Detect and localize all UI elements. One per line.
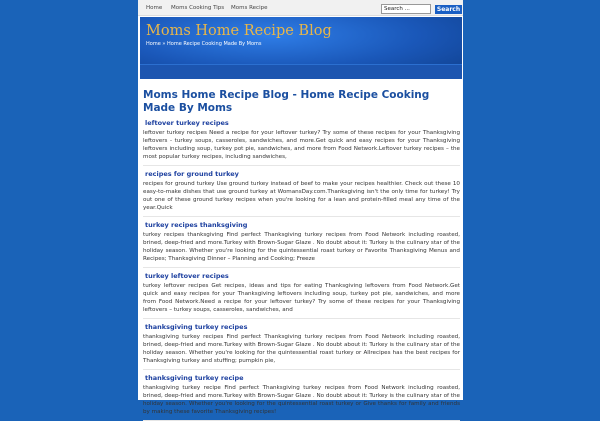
post	[143, 374, 460, 421]
search-button[interactable]: Search	[436, 6, 461, 13]
site-title[interactable]: Moms Home Recipe Blog	[146, 23, 332, 39]
post-excerpt: turkey leftover recipes Get recipes, ideas and tips for eating Thanksgiving leftovers from Food Network.Get quick and easy recipes for your Thanksgiving leftovers including soup, turkey pot pie, sandwiches, and more from Food Network.Need a recipe for your leftover turkey? Try some of these recipes for your Thanksgiving leftovers – turkey soups, casseroles, sandwiches, and	[143, 282, 460, 319]
post-excerpt: thanksgiving turkey recipe Find perfect Thanksgiving turkey recipes from Food Network including roasted, brined, deep-fried and more.Turkey with Brown-Sugar Glaze . No doubt about it: Turkey is the culinary star of the holiday season. Whether you're looking for the quintessential roast turkey or Give thanks for family and friends by making these favorite Thanksgiving recipes!	[143, 384, 460, 421]
post-title-link[interactable]: thanksgiving turkey recipe	[145, 374, 244, 382]
post-title-link[interactable]: recipes for ground turkey	[145, 170, 239, 178]
main-content	[143, 89, 460, 421]
post	[143, 170, 460, 217]
nav-item-home[interactable]: Home	[146, 5, 163, 11]
post-title-link[interactable]: thanksgiving turkey recipes	[145, 323, 248, 331]
post	[143, 323, 460, 370]
breadcrumb[interactable]: Home » Home Recipe Cooking Made By Moms	[146, 41, 262, 47]
post-excerpt: thanksgiving turkey recipes Find perfect Thanksgiving turkey recipes from Food Network including roasted, brined, deep-fried and more.Turkey with Brown-Sugar Glaze . No doubt about it: Turkey is the culinary star of the holiday season. Whether you're looking for the quintessential roast turkey or Allrecipes has the best recipes for Thanksgiving turkey and stuffing; pumpkin pie,	[143, 333, 460, 370]
post-excerpt: recipes for ground turkey Use ground turkey instead of beef to make your recipes healthier. Check out these 10 easy-to-make dishes that use ground turkey at WomansDay.com.Thanksgiving isn't the only time for turkey! Try out one of these ground turkey recipes when you're looking for a lean and protein-filled meal any time of the year.Quick	[143, 180, 460, 217]
post-title-link[interactable]: turkey leftover recipes	[145, 272, 229, 280]
post-excerpt: turkey recipes thanksgiving Find perfect Thanksgiving turkey recipes from Food Network including roasted, brined, deep-fried and more.Turkey with Brown-Sugar Glaze . No doubt about it: Turkey is the culinary star of the holiday season. Whether you're looking for the quintessential roast turkey or Favorite Thanksgiving Menus and Recipes; Thanksgiving Dinner – Planning and Cooking; Freeze	[143, 231, 460, 268]
nav-item-moms-cooking-tips[interactable]: Moms Cooking Tips	[171, 5, 225, 11]
post-title-link[interactable]: leftover turkey recipes	[145, 119, 229, 127]
post-excerpt: leftover turkey recipes Need a recipe for your leftover turkey? Try some of these recipes for your Thanksgiving leftovers - turkey soups, casseroles, sandwiches, and more.Get quick and easy recipes for your Thanksgiving leftovers including soup, turkey pot pie, sandwiches, and more from Food Network.Leftover turkey recipes – the most popular turkey recipes, including sandwiches,	[143, 129, 460, 166]
nav-item-moms-recipe[interactable]: Moms Recipe	[231, 5, 268, 11]
page-title: Moms Home Recipe Blog - Home Recipe Cooking Made By Moms	[143, 89, 430, 114]
page-container	[138, 0, 463, 415]
post	[143, 272, 460, 319]
post-title-link[interactable]: turkey recipes thanksgiving	[145, 221, 248, 229]
post	[143, 221, 460, 268]
header-band	[140, 64, 462, 79]
post	[143, 119, 460, 166]
search-input[interactable]	[381, 4, 431, 14]
site-header	[140, 17, 462, 79]
top-nav	[138, 0, 463, 16]
